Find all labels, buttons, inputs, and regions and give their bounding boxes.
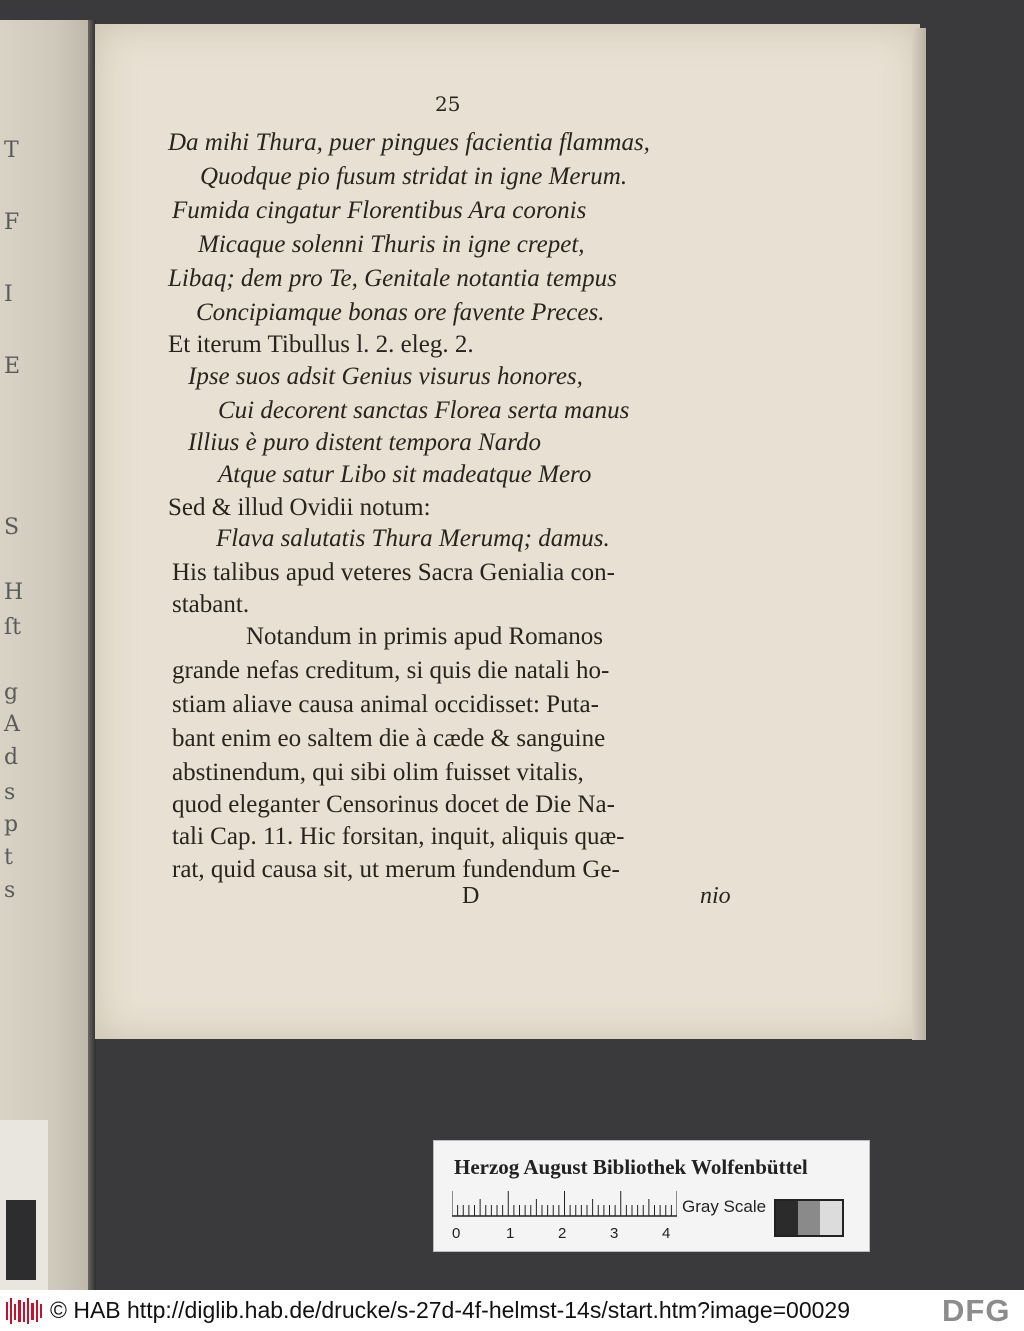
text-line: abstinendum, qui sibi olim fuisset vitalis, <box>172 759 584 786</box>
text-line: His talibus apud veteres Sacra Genialia con- <box>172 559 615 586</box>
text-line: Quodque pio fusum stridat in igne Merum. <box>200 163 628 190</box>
signature-mark: D <box>462 883 480 909</box>
text-line: Notandum in primis apud Romanos <box>246 623 603 650</box>
page-number: 25 <box>435 92 461 116</box>
margin-glyph: E <box>4 354 21 379</box>
text-line: Cui decorent sanctas Florea serta manus <box>218 397 630 424</box>
ruler-scale <box>452 1191 677 1217</box>
margin-glyph: S <box>4 515 20 540</box>
text-line: Concipiamque bonas ore favente Preces. <box>196 299 605 326</box>
ruler-label: 1 <box>506 1225 515 1242</box>
text-line: Micaque solenni Thuris in igne crepet, <box>198 231 585 258</box>
text-line: tali Cap. 11. Hic forsitan, inquit, aliquis quæ- <box>172 823 625 850</box>
text-line: Sed & illud Ovidii notum: <box>168 494 431 521</box>
book-spine <box>6 1200 36 1280</box>
copyright-caption: © HAB http://diglib.hab.de/drucke/s-27d-4f-helmst-14s/start.htm?image=00029 <box>50 1297 851 1323</box>
margin-glyph: T <box>4 138 19 163</box>
catchword: nio <box>700 883 731 909</box>
ruler-label: 2 <box>558 1225 567 1242</box>
text-line: stiam aliave causa animal occidisset: Puta- <box>172 691 599 718</box>
text-line: Flava salutatis Thura Merumq; damus. <box>216 525 610 552</box>
margin-glyph: I <box>4 282 13 307</box>
text-line: Et iterum Tibullus l. 2. eleg. 2. <box>168 331 474 358</box>
ruler-label: 0 <box>452 1225 461 1242</box>
text-line: Libaq; dem pro Te, Genitale notantia tempus <box>168 265 617 292</box>
gray-swatch-light <box>820 1201 842 1235</box>
ruler-label: 4 <box>662 1225 671 1242</box>
text-line: Da mihi Thura, puer pingues facientia flammas, <box>168 129 650 156</box>
text-line: rat, quid causa sit, ut merum fundendum Ge- <box>172 856 620 883</box>
text-line: bant enim eo saltem die à cæde & sanguine <box>172 725 606 752</box>
gray-swatch-dark <box>776 1201 798 1235</box>
book-spine-block <box>0 1120 48 1290</box>
gray-scale-label: Gray Scale <box>682 1197 767 1216</box>
card-title: Herzog August Bibliothek Wolfenbüttel <box>454 1155 808 1179</box>
margin-glyph: s <box>4 780 16 805</box>
gray-swatch-mid <box>798 1201 820 1235</box>
text-line: Fumida cingatur Florentibus Ara coronis <box>172 197 587 224</box>
text-line: grande nefas creditum, si quis die natali ho- <box>172 657 610 684</box>
margin-glyph: ſt <box>4 615 21 640</box>
dfg-logo: DFG <box>942 1293 1011 1328</box>
text-line: stabant. <box>172 591 250 618</box>
page-edge <box>912 28 926 1040</box>
margin-glyph: t <box>4 845 13 870</box>
margin-glyph: F <box>4 210 20 235</box>
margin-glyph: p <box>4 812 19 837</box>
margin-glyph: H <box>4 580 24 605</box>
text-line: Illius è puro distent tempora Nardo <box>188 429 542 456</box>
color-calibration-card <box>433 1140 870 1252</box>
margin-glyph: s <box>4 878 16 903</box>
hab-logo-icon <box>6 1298 42 1324</box>
margin-glyph: d <box>4 745 19 770</box>
text-line: quod eleganter Censorinus docet de Die Na- <box>172 791 615 818</box>
facing-page-edge <box>0 20 92 1290</box>
ruler-label: 3 <box>610 1225 619 1242</box>
margin-glyph: A <box>4 712 20 737</box>
caption-bar <box>0 1290 1024 1331</box>
gray-scale-swatches <box>774 1199 844 1237</box>
margin-glyph: g <box>4 680 19 705</box>
text-line: Atque satur Libo sit madeatque Mero <box>218 461 592 488</box>
text-line: Ipse suos adsit Genius visurus honores, <box>188 363 583 390</box>
